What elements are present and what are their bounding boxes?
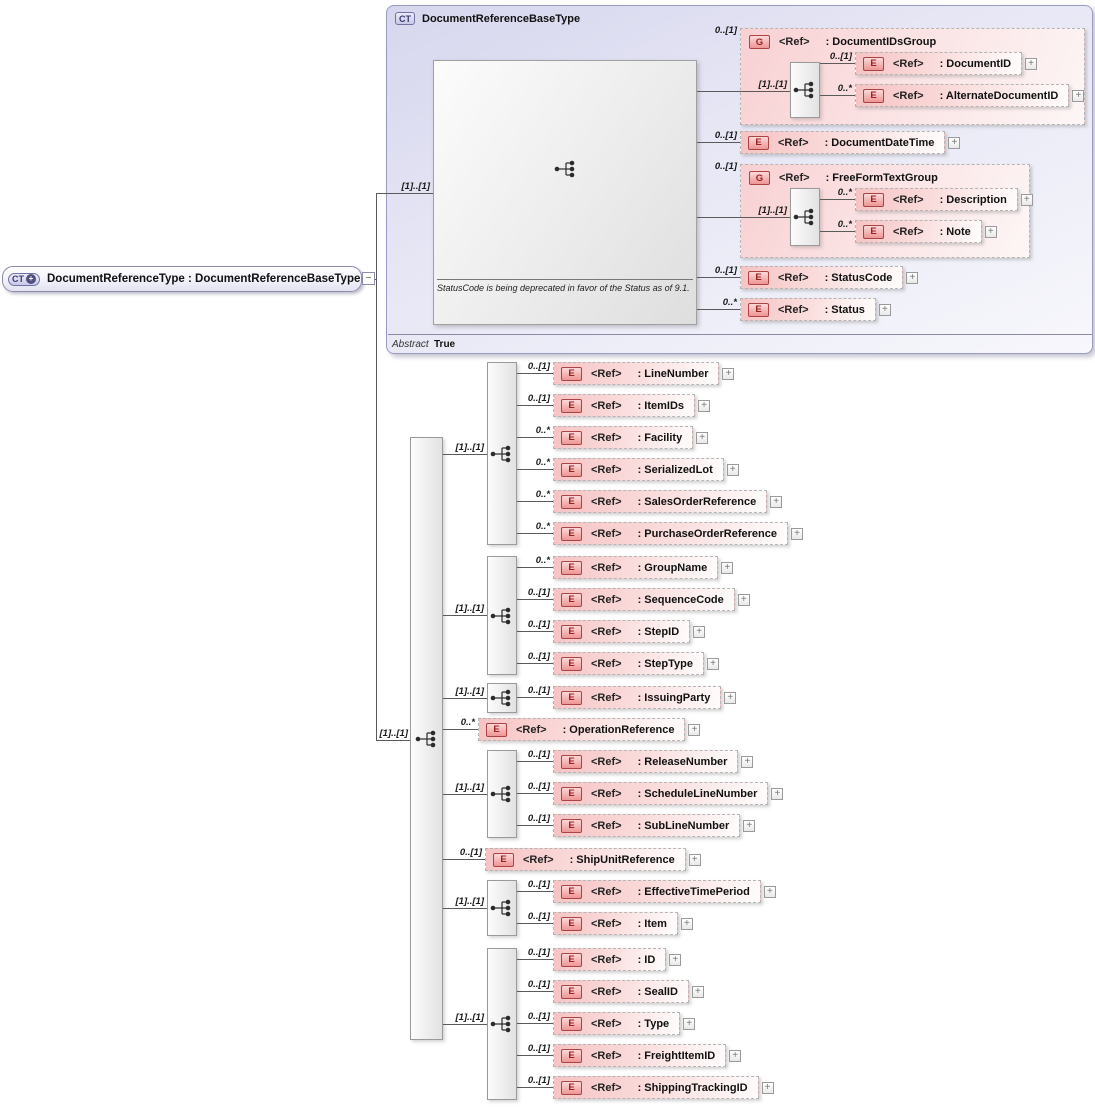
expand-handle[interactable]: +: [770, 496, 782, 508]
element-badge: E: [561, 495, 582, 509]
connector-line: [517, 663, 553, 664]
name-label: : GroupName: [637, 561, 708, 574]
element-box-facility[interactable]: [553, 426, 706, 449]
ref-label: <Ref>: [591, 399, 622, 412]
sequence-compositor[interactable]: [487, 880, 517, 936]
cardinality-label: 0..*: [535, 521, 550, 532]
ref-label: <Ref>: [516, 723, 547, 736]
cardinality-label: 0..[1]: [459, 847, 482, 858]
cardinality-label: [1]..[1]: [758, 205, 787, 216]
element-badge: E: [561, 399, 582, 413]
ref-label: <Ref>: [778, 303, 809, 316]
ref-label: <Ref>: [591, 1049, 622, 1062]
group-badge: G: [749, 171, 770, 185]
ref-label: <Ref>: [591, 625, 622, 638]
cardinality-label: 0..[1]: [527, 1011, 550, 1022]
element-box-documentid[interactable]: [855, 52, 1034, 75]
expand-handle[interactable]: +: [1025, 58, 1037, 70]
ref-label: <Ref>: [591, 755, 622, 768]
element-box-stepid[interactable]: [553, 620, 703, 643]
connector-line: [443, 729, 478, 730]
connector-line: [376, 740, 410, 741]
cardinality-label: 0..[1]: [527, 979, 550, 990]
element-badge: E: [748, 271, 769, 285]
name-label: : SalesOrderReference: [637, 495, 757, 508]
content-model-sequence: [553, 158, 579, 185]
cardinality-label: 0..*: [837, 219, 852, 230]
cardinality-label: 0..*: [535, 457, 550, 468]
cardinality-label: 0..[1]: [714, 265, 737, 276]
element-badge: E: [561, 917, 582, 931]
element-badge: E: [561, 819, 582, 833]
ref-label: <Ref>: [591, 495, 622, 508]
element-box-itemids[interactable]: [553, 394, 707, 417]
element-badge: E: [863, 57, 884, 71]
name-label: : LineNumber: [637, 367, 709, 380]
element-box-status[interactable]: [740, 298, 888, 321]
element-box-sublinenumber[interactable]: [553, 814, 753, 837]
cardinality-label: 0..[1]: [527, 813, 550, 824]
element-badge: E: [561, 953, 582, 967]
cardinality-label: 0..*: [722, 297, 737, 308]
cardinality-label: 0..*: [535, 425, 550, 436]
element-badge: E: [561, 1049, 582, 1063]
element-box-freightitemid[interactable]: [553, 1044, 739, 1067]
ref-label: <Ref>: [779, 36, 810, 48]
connector-line: [443, 859, 485, 860]
ref-label: <Ref>: [893, 193, 924, 206]
expand-handle[interactable]: +: [724, 692, 736, 704]
expand-handle[interactable]: +: [696, 432, 708, 444]
ref-label: <Ref>: [591, 367, 622, 380]
name-label: : ItemIDs: [637, 399, 685, 412]
annotation-divider: [437, 279, 693, 280]
connector-line: [517, 533, 553, 534]
element-box-description[interactable]: [855, 188, 1030, 211]
cardinality-label: 0..[1]: [527, 1075, 550, 1086]
connector-line: [697, 142, 740, 143]
element-badge: E: [561, 463, 582, 477]
expand-handle[interactable]: +: [743, 820, 755, 832]
cardinality-label: 0..[1]: [527, 685, 550, 696]
element-box-shippingtrackingid[interactable]: [553, 1076, 771, 1099]
cardinality-label: 0..*: [460, 717, 475, 728]
expand-handle[interactable]: +: [771, 788, 783, 800]
sequence-compositor[interactable]: [790, 62, 820, 118]
connector-line: [517, 991, 553, 992]
ref-label: <Ref>: [591, 431, 622, 444]
ref-label: <Ref>: [591, 691, 622, 704]
connector-line: [517, 501, 553, 502]
connector-line: [517, 1087, 553, 1088]
name-label: : FreeFormTextGroup: [825, 172, 938, 184]
cardinality-label: [1]..[1]: [455, 442, 484, 453]
group-badge: G: [749, 35, 770, 49]
expand-handle[interactable]: +: [707, 658, 719, 670]
connector-line: [517, 373, 553, 374]
element-box-linenumber[interactable]: [553, 362, 732, 385]
expand-handle[interactable]: +: [698, 400, 710, 412]
element-badge: E: [561, 1017, 582, 1031]
element-box-effectivetimeperiod[interactable]: [553, 880, 773, 903]
name-label: : SerializedLot: [637, 463, 713, 476]
abstract-divider: [388, 334, 1092, 335]
name-label: : Status: [824, 303, 865, 316]
connector-line: [517, 923, 553, 924]
connector-line: [697, 91, 790, 92]
cardinality-label: [1]..[1]: [379, 728, 408, 739]
element-badge: E: [561, 527, 582, 541]
cardinality-label: 0..[1]: [527, 879, 550, 890]
cardinality-label: 0..[1]: [527, 749, 550, 760]
ref-label: <Ref>: [591, 1017, 622, 1030]
annotation-text: StatusCode is being deprecated in favor of the Status as of 9.1.: [437, 283, 690, 293]
abstract-value: True: [434, 339, 456, 350]
sequence-icon: [792, 206, 818, 228]
sequence-icon: [489, 897, 515, 919]
connector-line: [697, 217, 790, 218]
main-element-label: DocumentReferenceType : DocumentReferenceBaseType: [47, 273, 361, 285]
name-label: : Facility: [637, 431, 683, 444]
cardinality-label: 0..[1]: [527, 361, 550, 372]
element-badge: E: [561, 367, 582, 381]
element-badge: E: [748, 303, 769, 317]
complex-type-badge: CT: [395, 12, 415, 25]
connector-line: [820, 95, 855, 96]
element-box-shipunitreference[interactable]: [485, 848, 698, 871]
element-box-schedulelinenumber[interactable]: [553, 782, 781, 805]
connector-line: [697, 309, 740, 310]
element-badge: E: [863, 193, 884, 207]
cardinality-label: 0..[1]: [527, 393, 550, 404]
name-label: : StepID: [637, 625, 680, 638]
base-type-title: DocumentReferenceBaseType: [422, 12, 581, 25]
connector-line: [697, 277, 740, 278]
name-label: : Description: [939, 193, 1007, 206]
cardinality-label: [1]..[1]: [455, 603, 484, 614]
ref-label: <Ref>: [591, 985, 622, 998]
sequence-compositor[interactable]: [410, 437, 443, 1040]
name-label: : OperationReference: [562, 723, 675, 736]
name-label: : AlternateDocumentID: [939, 89, 1059, 102]
ref-label: <Ref>: [591, 819, 622, 832]
name-label: : ID: [637, 953, 656, 966]
connector-line: [443, 615, 487, 616]
name-label: : Item: [637, 917, 667, 930]
connector-line: [517, 599, 553, 600]
ref-label: <Ref>: [893, 225, 924, 238]
sequence-icon: [489, 605, 515, 627]
expand-handle[interactable]: +: [738, 594, 750, 606]
element-badge: E: [561, 593, 582, 607]
element-badge: E: [493, 853, 514, 867]
element-badge: E: [561, 1081, 582, 1095]
element-badge: E: [863, 225, 884, 239]
cardinality-label: 0..[1]: [527, 781, 550, 792]
sequence-compositor[interactable]: [487, 750, 517, 838]
ref-label: <Ref>: [591, 787, 622, 800]
connector-line: [517, 891, 553, 892]
cardinality-label: [1]..[1]: [758, 79, 787, 90]
element-box-serializedlot[interactable]: [553, 458, 736, 481]
element-badge: E: [748, 136, 769, 150]
name-label: : FreightItemID: [637, 1049, 716, 1062]
cardinality-label: 0..[1]: [829, 51, 852, 62]
element-badge: E: [561, 787, 582, 801]
connector-line: [376, 193, 377, 741]
ref-label: <Ref>: [893, 57, 924, 70]
connector-line: [517, 1055, 553, 1056]
sequence-icon: [489, 783, 515, 805]
element-box-sealid[interactable]: [553, 980, 701, 1003]
connector-line: [517, 959, 553, 960]
expand-handle[interactable]: +: [727, 464, 739, 476]
element-box-note[interactable]: [855, 220, 994, 243]
sequence-icon: [792, 79, 818, 101]
name-label: : PurchaseOrderReference: [637, 527, 777, 540]
connector-line: [517, 1023, 553, 1024]
expand-handle[interactable]: +: [762, 1082, 774, 1094]
name-label: : EffectiveTimePeriod: [637, 885, 750, 898]
cardinality-label: 0..[1]: [714, 161, 737, 172]
abstract-label: Abstract: [392, 339, 429, 350]
element-box-salesorderreference[interactable]: [553, 490, 780, 513]
element-box-steptype[interactable]: [553, 652, 716, 675]
cardinality-label: 0..[1]: [527, 911, 550, 922]
expand-handle[interactable]: +: [1072, 90, 1084, 102]
cardinality-label: 0..[1]: [527, 651, 550, 662]
cardinality-label: 0..[1]: [527, 587, 550, 598]
element-box-releasenumber[interactable]: [553, 750, 751, 773]
cardinality-label: 0..[1]: [714, 130, 737, 141]
cardinality-label: [1]..[1]: [401, 181, 430, 192]
ref-label: <Ref>: [523, 853, 554, 866]
ref-label: <Ref>: [591, 593, 622, 606]
group-header: [749, 171, 938, 185]
cardinality-label: 0..*: [535, 489, 550, 500]
expand-handle[interactable]: +: [693, 626, 705, 638]
element-badge: E: [561, 431, 582, 445]
name-label: : ScheduleLineNumber: [637, 787, 758, 800]
element-box-type[interactable]: [553, 1012, 693, 1035]
name-label: : ShippingTrackingID: [637, 1081, 748, 1094]
connector-line: [443, 454, 487, 455]
element-box-alternatedocumentid[interactable]: [855, 84, 1082, 107]
expand-handle[interactable]: +: [879, 304, 891, 316]
sequence-icon: [489, 687, 515, 709]
element-box-purchaseorderreference[interactable]: [553, 522, 800, 545]
element-badge: E: [561, 625, 582, 639]
name-label: : StatusCode: [824, 271, 893, 284]
ref-label: <Ref>: [591, 917, 622, 930]
cardinality-label: 0..[1]: [527, 1043, 550, 1054]
connector-line: [517, 761, 553, 762]
ref-label: <Ref>: [778, 271, 809, 284]
ref-label: <Ref>: [779, 172, 810, 184]
connector-line: [517, 697, 553, 698]
cardinality-label: 0..[1]: [527, 947, 550, 958]
complex-type-badge: [8, 273, 40, 286]
name-label: : DocumentDateTime: [824, 136, 935, 149]
name-label: : IssuingParty: [637, 691, 711, 704]
cardinality-label: 0..*: [837, 83, 852, 94]
expand-handle[interactable]: +: [681, 918, 693, 930]
sequence-icon: [489, 443, 515, 465]
ref-label: <Ref>: [591, 561, 622, 574]
element-badge: E: [486, 723, 507, 737]
expand-handle[interactable]: +: [721, 562, 733, 574]
element-box-sequencecode[interactable]: [553, 588, 747, 611]
connector-line: [443, 908, 487, 909]
name-label: : DocumentIDsGroup: [825, 36, 937, 48]
cardinality-label: [1]..[1]: [455, 782, 484, 793]
expand-handle[interactable]: +: [688, 724, 700, 736]
expand-handle[interactable]: +: [948, 137, 960, 149]
cardinality-label: 0..*: [837, 187, 852, 198]
cardinality-label: [1]..[1]: [455, 686, 484, 697]
element-box-documentdatetime[interactable]: [740, 131, 958, 154]
sequence-icon: [553, 158, 579, 180]
expand-handle[interactable]: +: [985, 226, 997, 238]
expand-handle[interactable]: +: [692, 986, 704, 998]
connector-line: [517, 567, 553, 568]
connector-line: [517, 631, 553, 632]
name-label: : SealID: [637, 985, 678, 998]
expand-handle[interactable]: +: [669, 954, 681, 966]
expand-handle[interactable]: +: [764, 886, 776, 898]
element-badge: E: [561, 985, 582, 999]
connector-line: [443, 794, 487, 795]
expand-handle[interactable]: +: [683, 1018, 695, 1030]
expand-handle[interactable]: +: [722, 368, 734, 380]
name-label: : ReleaseNumber: [637, 755, 728, 768]
group-header: [749, 35, 936, 49]
name-label: : Type: [637, 1017, 670, 1030]
element-box-operationreference[interactable]: [478, 718, 698, 741]
name-label: : SubLineNumber: [637, 819, 730, 832]
expand-handle[interactable]: +: [791, 528, 803, 540]
connector-line: [517, 793, 553, 794]
plus-icon: +: [26, 274, 36, 284]
collapse-handle[interactable]: −: [362, 272, 375, 285]
element-badge: E: [561, 885, 582, 899]
ref-label: <Ref>: [778, 136, 809, 149]
cardinality-label: [1]..[1]: [455, 896, 484, 907]
connector-line: [517, 405, 553, 406]
connector-line: [517, 469, 553, 470]
element-badge: E: [561, 755, 582, 769]
ref-label: <Ref>: [591, 527, 622, 540]
expand-handle[interactable]: +: [729, 1050, 741, 1062]
ref-label: <Ref>: [591, 657, 622, 670]
connector-line: [517, 437, 553, 438]
element-box-issuingparty[interactable]: [553, 686, 734, 709]
connector-line: [820, 231, 855, 232]
connector-line: [517, 825, 553, 826]
expand-handle[interactable]: +: [1021, 194, 1033, 206]
connector-line: [443, 698, 487, 699]
ref-label: <Ref>: [591, 885, 622, 898]
main-element[interactable]: [2, 266, 362, 292]
sequence-icon: [489, 1013, 515, 1035]
complex-type-badge-text: CT: [12, 274, 24, 284]
sequence-icon: [414, 728, 440, 750]
sequence-compositor[interactable]: [487, 948, 517, 1100]
connector-line: [376, 193, 433, 194]
element-box-id[interactable]: [553, 948, 679, 971]
cardinality-label: 0..[1]: [527, 619, 550, 630]
name-label: : SequenceCode: [637, 593, 724, 606]
element-badge: E: [863, 89, 884, 103]
element-box-item[interactable]: [553, 912, 690, 935]
element-badge: E: [561, 691, 582, 705]
sequence-compositor[interactable]: [790, 188, 820, 246]
name-label: : DocumentID: [939, 57, 1012, 70]
name-label: : Note: [939, 225, 971, 238]
element-box-statuscode[interactable]: [740, 266, 916, 289]
expand-handle[interactable]: +: [906, 272, 918, 284]
ref-label: <Ref>: [591, 1081, 622, 1094]
expand-handle[interactable]: +: [741, 756, 753, 768]
connector-line: [820, 63, 855, 64]
expand-handle[interactable]: +: [689, 854, 701, 866]
connector-line: [443, 1024, 487, 1025]
cardinality-label: 0..*: [535, 555, 550, 566]
sequence-compositor[interactable]: [487, 556, 517, 675]
ref-label: <Ref>: [591, 463, 622, 476]
element-badge: E: [561, 657, 582, 671]
name-label: : ShipUnitReference: [569, 853, 675, 866]
sequence-compositor[interactable]: [487, 683, 517, 713]
sequence-compositor[interactable]: [487, 362, 517, 545]
element-box-groupname[interactable]: [553, 556, 731, 579]
cardinality-label: 0..[1]: [714, 25, 737, 36]
connector-line: [820, 199, 855, 200]
name-label: : StepType: [637, 657, 693, 670]
ref-label: <Ref>: [893, 89, 924, 102]
ref-label: <Ref>: [591, 953, 622, 966]
element-badge: E: [561, 561, 582, 575]
cardinality-label: [1]..[1]: [455, 1012, 484, 1023]
